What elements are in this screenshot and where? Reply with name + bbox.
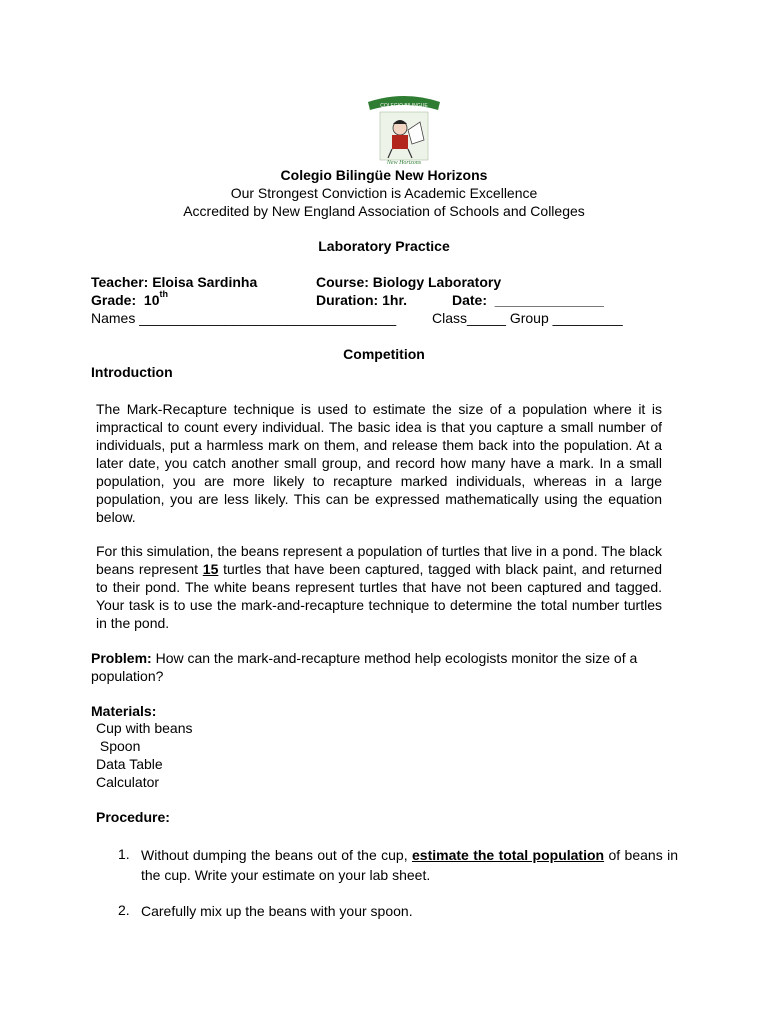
materials-heading: Materials:: [91, 703, 157, 719]
marked-count: 15: [202, 561, 219, 577]
accreditation-line: Accredited by New England Association of Schools and Colleges: [183, 203, 585, 219]
material-item: Calculator: [96, 774, 160, 790]
introduction-heading: Introduction: [91, 364, 173, 380]
simulation-paragraph: For this simulation, the beans represent a population of turtles that live in a pond. The black beans represent 15 turtles that have been captured, tagged with black paint, and returned to their pond. The white beans represent turtles that have not been captured and tagged. Your task is to use the mark-and-recapture technique to determine the total number turtles in the pond.: [96, 543, 662, 631]
intro-paragraph: The Mark-Recapture technique is used to estimate the size of a population where it is impractical to count every individual. The basic idea is that you capture a small number of individuals, put a harmless mark on them, and release them back into the population. At a later date, you catch another small group, and record how many have a mark. In a small population, you are more likely to recapture marked individuals, whereas in a large population, you are less likely. This can be expressed mathematically using the equation below.: [96, 401, 662, 525]
step-number: 2.: [118, 902, 130, 918]
class-group-field: Class_____ Group _________: [432, 310, 623, 326]
school-motto: Our Strongest Conviction is Academic Excellence: [230, 185, 538, 201]
step-number: 1.: [118, 846, 130, 862]
document-title: Laboratory Practice: [318, 238, 450, 254]
svg-text:COLEGIO BILINGUE: COLEGIO BILINGUE: [380, 103, 428, 109]
school-logo: [358, 92, 450, 166]
emphasis-text: estimate the total population: [412, 847, 605, 863]
grade-label: Grade: 10th: [91, 289, 168, 308]
svg-text:New Horizons: New Horizons: [386, 160, 422, 166]
procedure-step: Carefully mix up the beans with your spoon.: [141, 903, 413, 919]
date-field: Date: ______________: [452, 292, 604, 308]
competition-heading: Competition: [343, 346, 425, 362]
procedure-heading: Procedure:: [96, 809, 170, 825]
school-name: Colegio Bilingüe New Horizons: [280, 167, 488, 183]
teacher-label: Teacher: Eloisa Sardinha: [91, 274, 258, 290]
duration-label: Duration: 1hr.: [316, 292, 408, 308]
material-item: Spoon: [96, 738, 141, 754]
material-item: Cup with beans: [96, 720, 193, 736]
procedure-step: Without dumping the beans out of the cup, estimate the total population of beans in the cup. Write your estimate on your lab sheet.: [141, 847, 678, 883]
problem-statement: Problem: How can the mark-and-recapture method help ecologists monitor the size of a population?: [91, 650, 638, 684]
course-label: Course: Biology Laboratory: [316, 274, 502, 290]
names-field: Names _________________________________: [91, 310, 397, 326]
material-item: Data Table: [96, 756, 163, 772]
